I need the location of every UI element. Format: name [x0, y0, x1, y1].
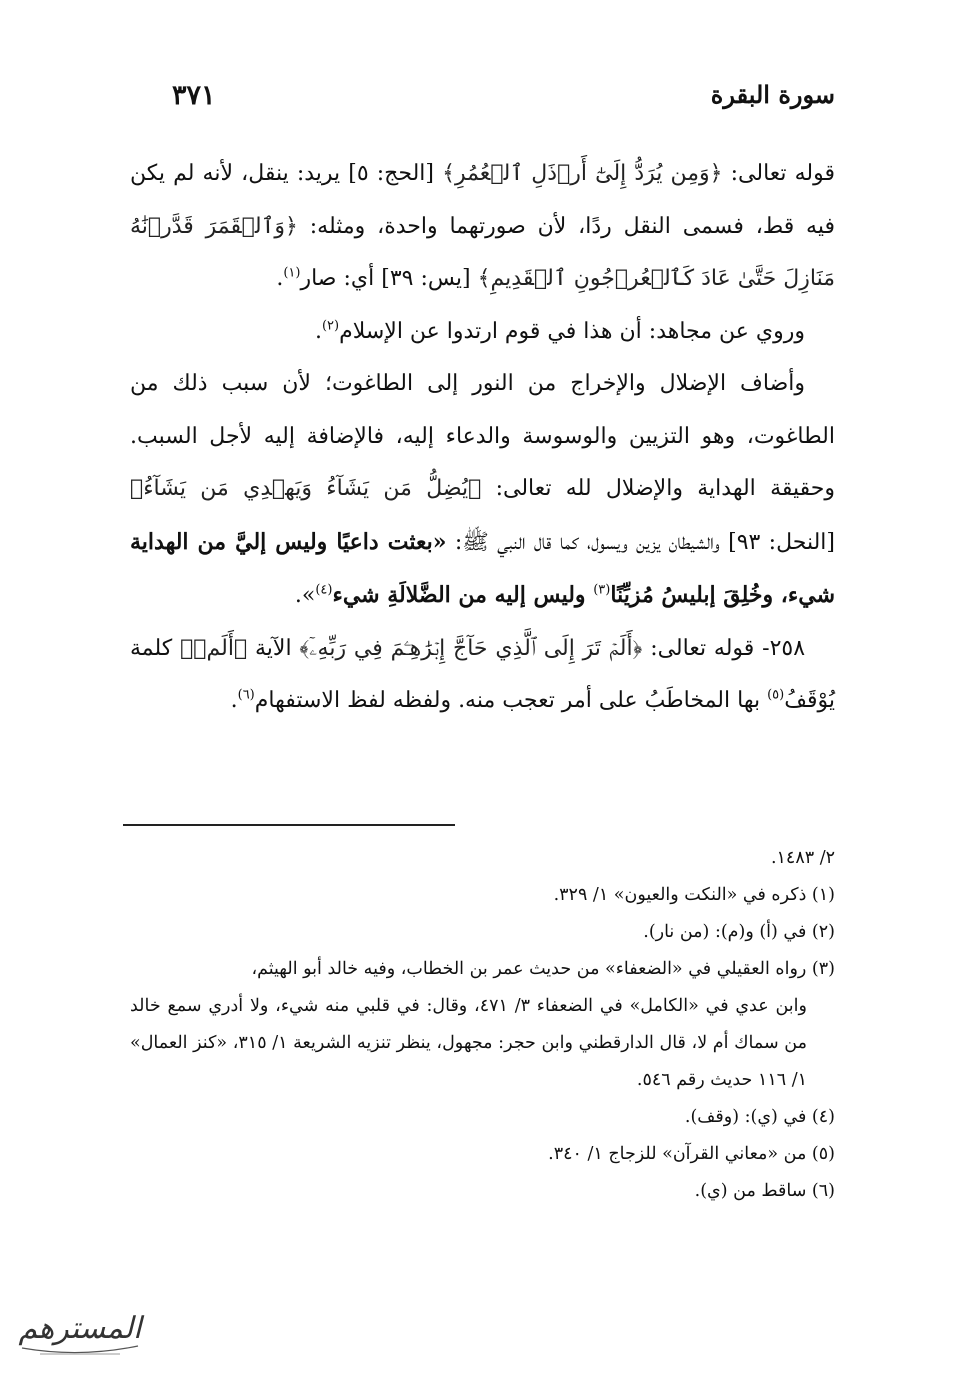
- page-number: ٣٧١: [172, 80, 216, 111]
- publisher-logo: [10, 1296, 150, 1366]
- text: بها المخاطَبُ على أمر تعجب منه. ولفظه لفظ الاستفهام: [254, 688, 768, 713]
- text: .: [276, 266, 284, 291]
- footnote-3-continued: وابن عدي في «الكامل» في الضعفاء ٣/ ٤٧١، وقال: في قلبي منه شيء، ولا أدري سمع خالد من سماك أم لا، قال الدارقطني وابن حجر: مجهول، ينظر تنزيه الشريعة ١/ ٣١٥، «كنز العمال» ١/ ١١٦ حديث رقم ٥٤٦.: [130, 996, 807, 1090]
- quran-quote: ﴿أَلَمۡ﴾: [180, 635, 248, 661]
- main-text: [130, 148, 835, 728]
- text: وأضاف الإضلال والإخراج من النور إلى الطاغوت؛ لأن سبب ذلك من الطاغوت، وهو التزيين والوسوسة والدعاء إليه، فالإضافة إليه لأجل السبب. وحقيقة الهداية والإضلال لله تعالى:: [130, 371, 835, 501]
- paragraph-2: [130, 306, 835, 359]
- text: قوله تعالى:: [722, 161, 835, 186]
- footnote-2: (٢) في (أ) و(م): (من نار).: [643, 922, 835, 942]
- footnote-ref: (١): [283, 265, 301, 281]
- quran-quote: ﴿يُضِلُّ مَن يَشَآءُ وَيَهۡدِي مَن يَشَآءُ﴾: [130, 476, 482, 501]
- text: وروي عن مجاهد: أن هذا في قوم ارتدوا عن الإسلام: [339, 318, 805, 344]
- text: الآية: [247, 635, 300, 661]
- quran-quote: ﴿أَلَمۡ تَرَ إِلَى ٱلَّذِي حَآجَّ إِبۡرَٰهِـۧمَ فِي رَبِّهِۦٓ﴾: [299, 635, 643, 661]
- footnote-ref: (٤): [315, 582, 333, 598]
- text: [الحج: ٥] يريد: ينقل، لأنه لم يكن فيه قط، فسمى النقل ردًا، لأن صورتهما واحدة، ومثله:: [130, 161, 835, 239]
- footnote-ref: (٣): [593, 582, 611, 598]
- paragraph-3: [130, 358, 835, 623]
- paragraph-4: [130, 623, 835, 728]
- hadith-text: وليس إليه من الضَّلالَةِ شيء: [332, 582, 594, 608]
- text: .: [230, 688, 238, 713]
- text: [يس: ٣٩] أي: صار: [300, 266, 478, 291]
- text: .: [314, 318, 322, 344]
- paragraph-1: [130, 148, 835, 306]
- text: [النحل: ٩٣] والشيطان يزين ويسول، كما قال النبي ﷺ:: [446, 529, 835, 555]
- svg-text:المسترهم: المسترهم: [18, 1311, 142, 1346]
- footnote-carryover: ٢/ ١٤٨٣.: [770, 848, 835, 868]
- footnote-6: (٦) ساقط من (ي).: [694, 1181, 835, 1201]
- surah-title: سورة البقرة: [710, 80, 835, 109]
- footnote-5: (٥) من «معاني القرآن» للزجاج ١/ ٣٤٠.: [548, 1144, 835, 1164]
- footnote-ref: (٥): [767, 687, 785, 703]
- footnote-4: (٤) في (ي): (وقف).: [684, 1107, 835, 1127]
- footnote-1: (١) ذكره في «النكت والعيون» ١/ ٣٢٩.: [553, 885, 835, 905]
- quran-quote: ﴿وَٱلۡقَمَرَ قَدَّرۡنَٰهُ مَنَازِلَ حَتَّىٰ عَادَ كَٱلۡعُرۡجُونِ ٱلۡقَدِيمِ﴾: [130, 213, 835, 291]
- quran-quote: ﴿وَمِن يُرَدُّ إِلَىٰٓ أَرۡذَلِ ٱلۡعُمُرِ﴾: [442, 161, 723, 186]
- page-header: [150, 80, 835, 120]
- footnote-ref: (٢): [321, 318, 340, 334]
- footnote-ref: (٦): [237, 687, 255, 703]
- footnotes: [130, 840, 835, 1210]
- footnote-3: (٣) رواه العقيلي في «الضعفاء» من حديث عمر بن الخطاب، وفيه خالد أبو الهيثم،: [251, 959, 835, 979]
- text: ٢٥٨- قوله تعالى:: [642, 635, 806, 661]
- text: كلمة يُوْقَفُ: [130, 635, 835, 713]
- text: ».: [294, 583, 316, 608]
- hadith-text: «بعثت داعيًا وليس إليَّ من الهداية شيء، وخُلِقَ إبليسُ مُزيِّنًا: [130, 528, 835, 608]
- footnote-separator: [123, 824, 455, 826]
